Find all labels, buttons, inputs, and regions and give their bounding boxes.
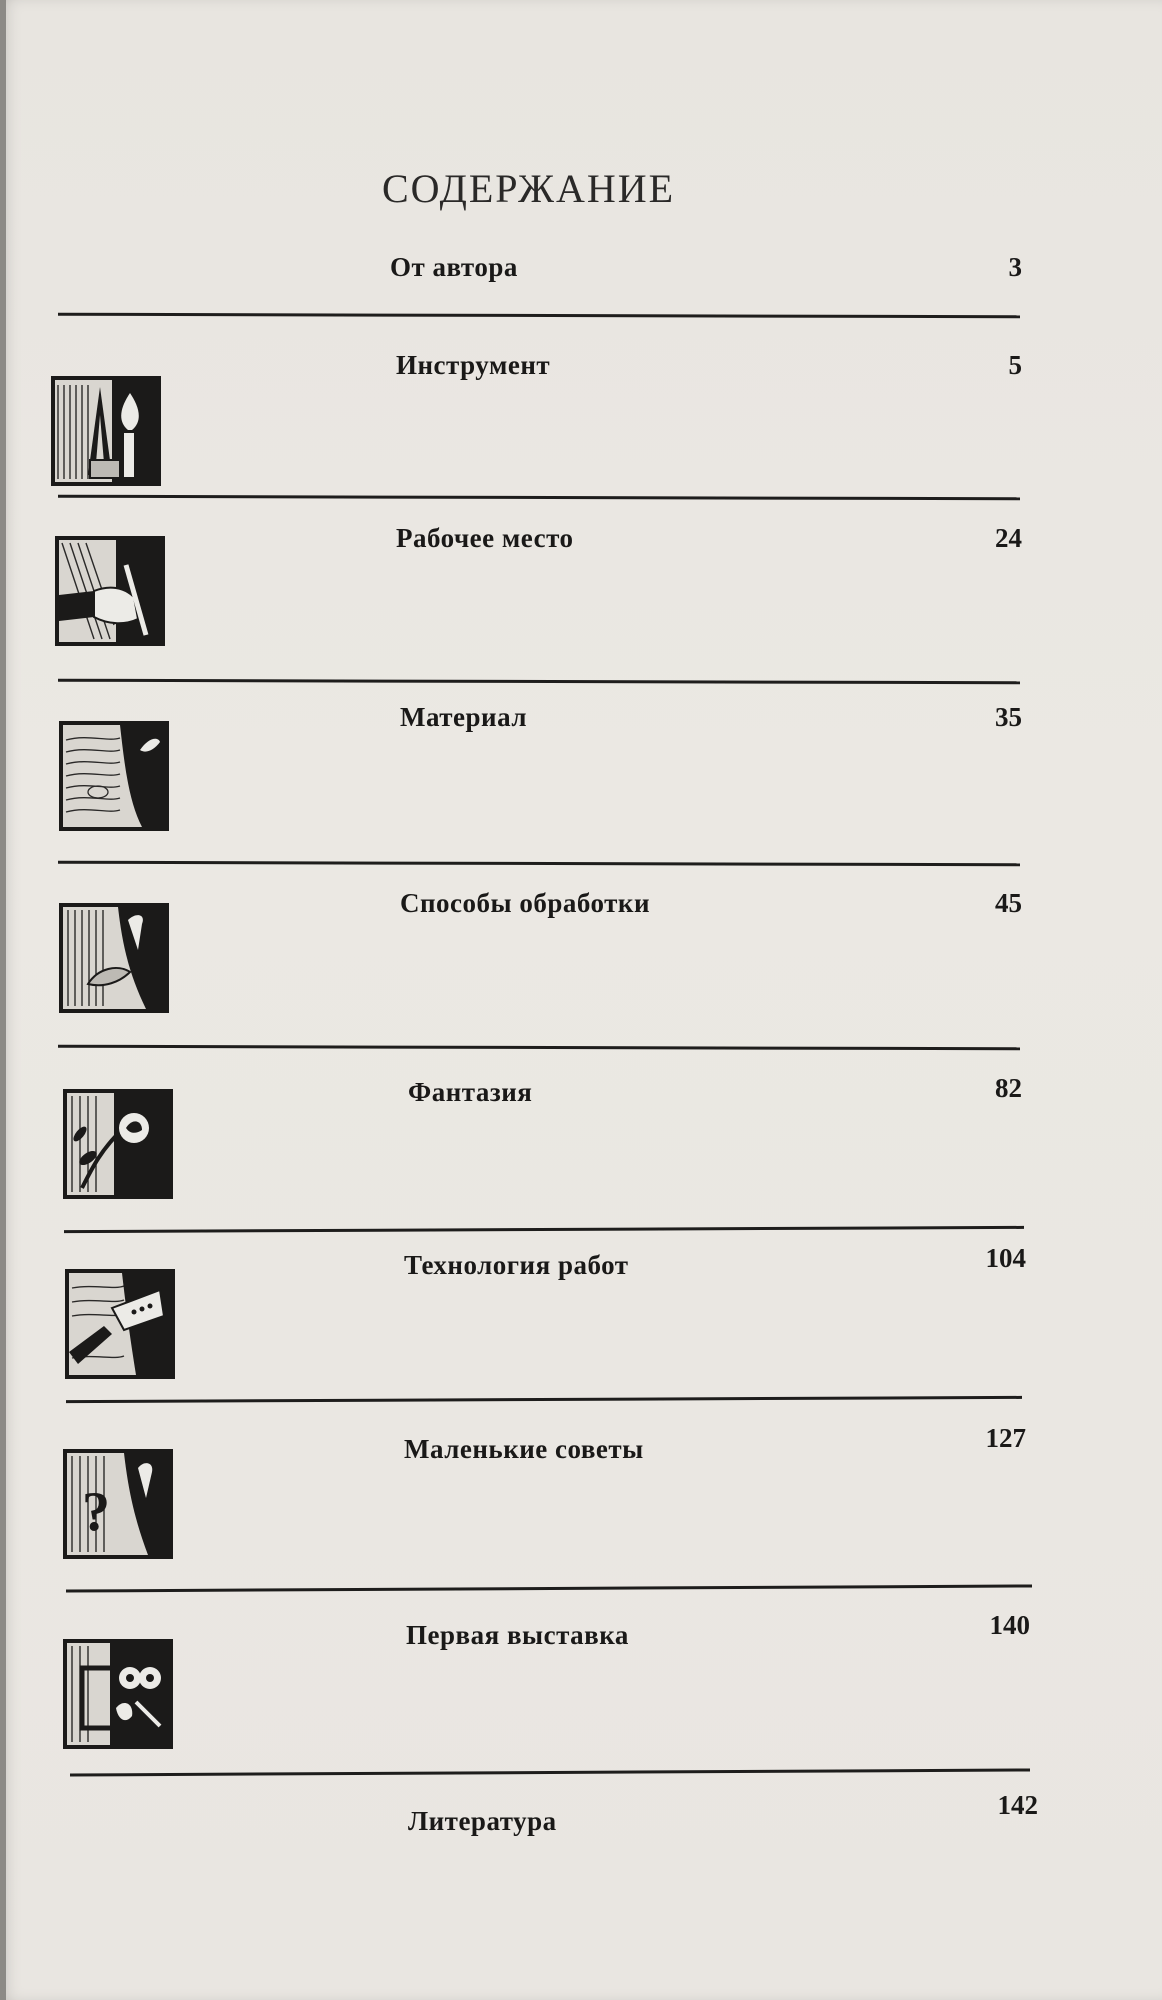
wood-grain-icon xyxy=(58,720,170,832)
divider-rule xyxy=(66,1584,1032,1592)
toc-entry-title: От автора xyxy=(390,252,518,282)
toc-entry-title: Фантазия xyxy=(408,1077,533,1107)
toc-heading: СОДЕРЖАНИЕ xyxy=(382,166,676,211)
flower-icon xyxy=(62,1088,174,1200)
toc-entry-page: 35 xyxy=(995,702,1022,732)
toc-entry-page: 127 xyxy=(985,1423,1026,1453)
toc-entry-page: 142 xyxy=(997,1790,1038,1820)
iron-icon xyxy=(64,1268,176,1380)
toc-entry-page: 82 xyxy=(995,1073,1022,1103)
toc-entry-page: 5 xyxy=(1008,350,1022,380)
toc-entry-page: 45 xyxy=(995,888,1022,918)
hand-holding-pencil-icon xyxy=(54,535,166,647)
toc-entry-title: Способы обработки xyxy=(400,888,651,918)
toc-entry-title: Литература xyxy=(408,1806,557,1836)
divider-rule xyxy=(58,495,1020,501)
question-mark-icon xyxy=(62,1448,174,1560)
toc-entry-page: 24 xyxy=(995,523,1022,553)
toc-entry-title: Материал xyxy=(400,702,527,732)
toc-entry-title: Технология работ xyxy=(404,1250,629,1280)
divider-rule xyxy=(58,1045,1020,1051)
toc-entry-title: Первая выставка xyxy=(406,1620,629,1650)
divider-rule xyxy=(64,1226,1024,1233)
wood-shaving-icon xyxy=(58,902,170,1014)
toc-entry-title: Рабочее место xyxy=(396,523,574,553)
divider-rule xyxy=(58,679,1020,685)
pen-and-brush-icon xyxy=(50,375,162,487)
toc-entry-page: 3 xyxy=(1008,252,1022,282)
owl-frame-icon xyxy=(62,1638,174,1750)
divider-rule xyxy=(58,313,1020,319)
toc-entry-page: 140 xyxy=(989,1610,1030,1640)
toc-entry-title: Инструмент xyxy=(396,350,551,380)
divider-rule xyxy=(66,1396,1022,1403)
svg-text:?: ? xyxy=(82,1481,110,1543)
divider-rule xyxy=(70,1768,1030,1776)
toc-entry-page: 104 xyxy=(985,1243,1026,1273)
toc-entry-title: Маленькие советы xyxy=(404,1434,644,1464)
divider-rule xyxy=(58,861,1020,867)
